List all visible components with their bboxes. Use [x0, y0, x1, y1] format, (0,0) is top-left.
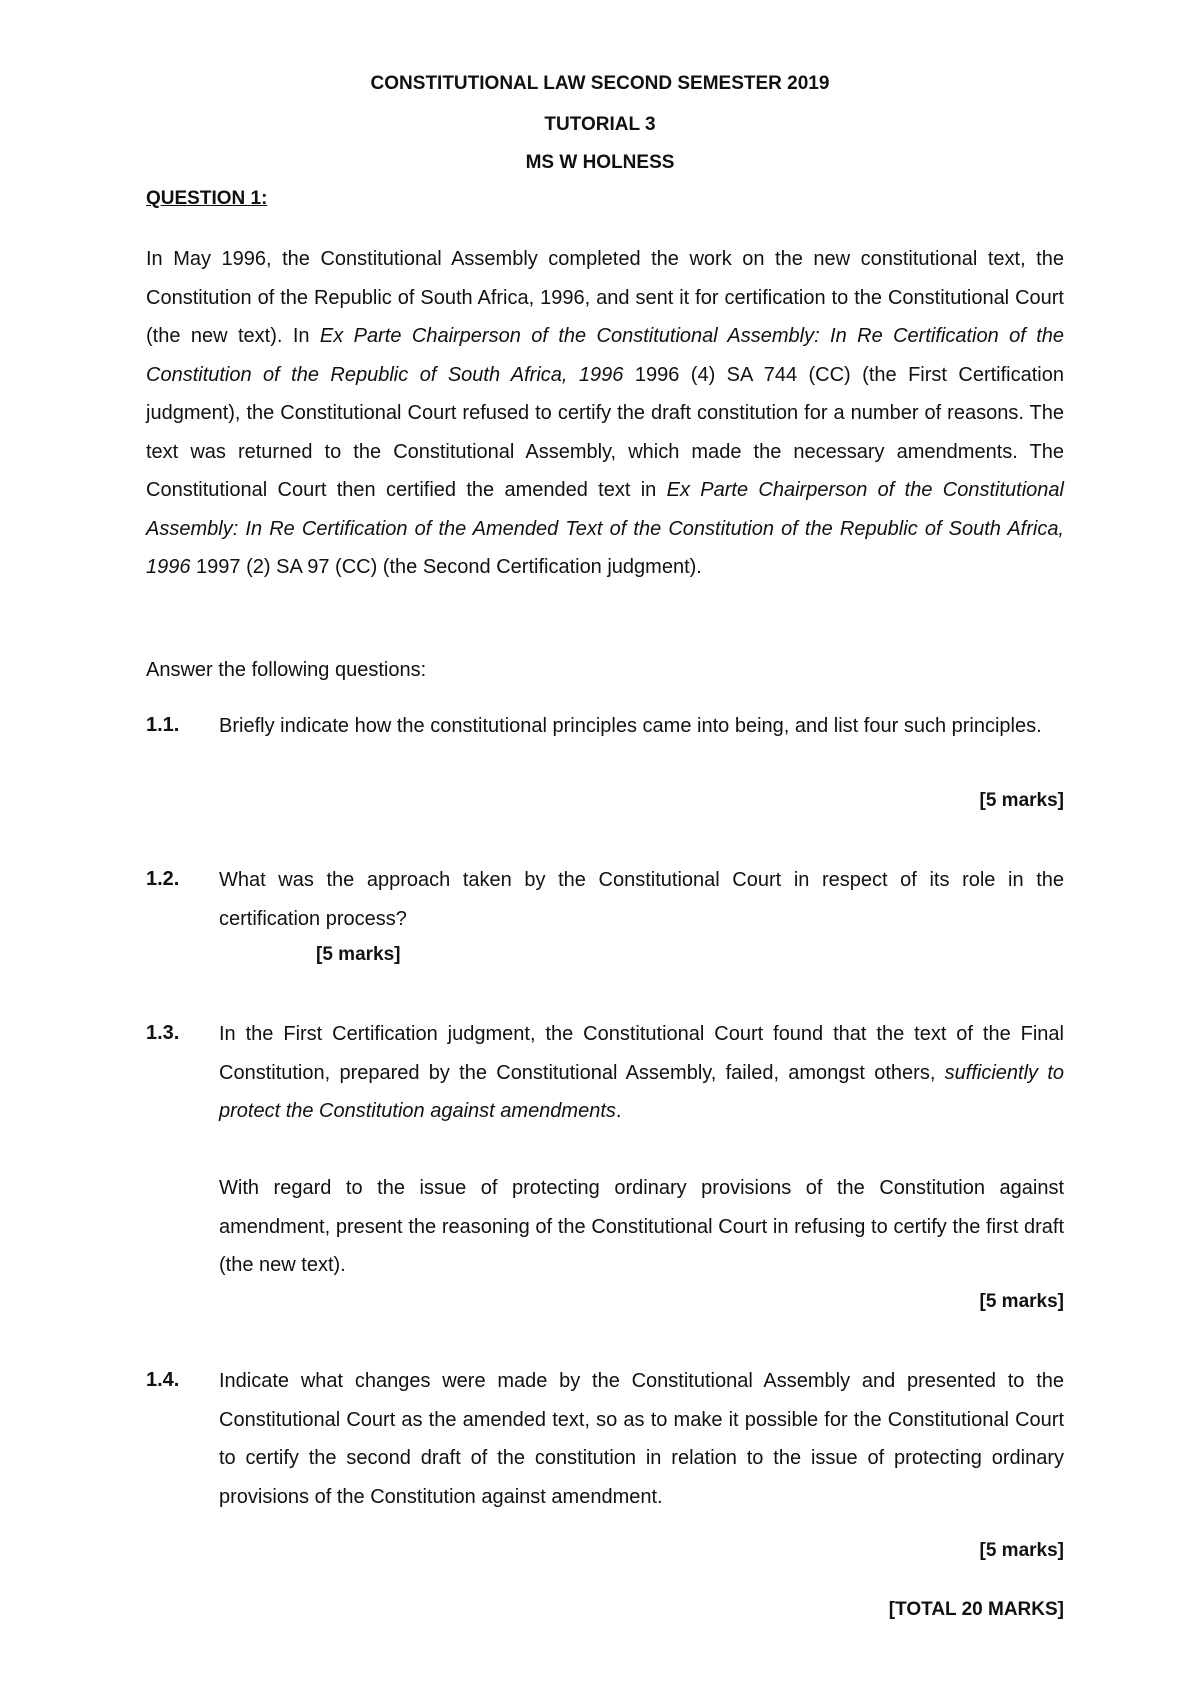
- question-1-3-marks: [5 marks]: [979, 1291, 1064, 1312]
- question-1-1-text: Briefly indicate how the constitutional principles came into being, and list four such principles.: [219, 715, 1042, 737]
- question-1-3-emphasis: sufficiently to protect the Constitution against amendments: [219, 1061, 1064, 1122]
- case-citation-2: Ex Parte Chairperson of the Constitutional Assembly: In Re Certification of the Amended Text of the Constitution of the Republic of South Africa, 1996: [146, 479, 1064, 578]
- question-1-2-marks: [5 marks]: [316, 944, 401, 965]
- intro-text-1: In May 1996, the Constitutional Assembly completed the work on the new constitutional text, the Constitution of the Republic of South Africa, 1996, and sent it for certification to the Constitutional Court (the new text). In: [146, 248, 1064, 347]
- question-number-1-2: 1.2.: [146, 868, 180, 890]
- question-1-3-followup: With regard to the issue of protecting ordinary provisions of the Constitution against amendment, present the reasoning of the Constitutional Court in refusing to certify the first draft (the new text).: [219, 1177, 1064, 1276]
- case-citation-1: Ex Parte Chairperson of the Constitutional Assembly: In Re Certification of the Constitution of the Republic of South Africa, 1996: [146, 325, 1064, 386]
- question-number-1-4: 1.4.: [146, 1369, 180, 1391]
- question-1-4-marks: [5 marks]: [979, 1540, 1064, 1561]
- question-1-2-text: What was the approach taken by the Constitutional Court in respect of its role in the certification process?: [219, 869, 1064, 930]
- question-1-4-text: Indicate what changes were made by the Constitutional Assembly and presented to the Constitutional Court as the amended text, so as to make it possible for the Constitutional Court to certify the second draft of the constitution in relation to the issue of protecting ordinary provisions of the Constitution against amendment.: [219, 1370, 1064, 1508]
- question-1-1-marks: [5 marks]: [979, 790, 1064, 811]
- question-1-3-text-part: In the First Certification judgment, the Constitutional Court found that the text of the Final Constitution, prepared by the Constitutional Assembly, failed, amongst others,: [219, 1023, 1064, 1084]
- document-title: CONSTITUTIONAL LAW SECOND SEMESTER 2019: [370, 73, 830, 94]
- intro-paragraph: [146, 240, 1064, 587]
- question-number-1-3: 1.3.: [146, 1022, 180, 1044]
- tutorial-label: TUTORIAL 3: [544, 114, 656, 135]
- question-1-3-text: [219, 1015, 1064, 1131]
- question-1-3-text-end: .: [615, 1100, 622, 1122]
- intro-text-2: 1996 (4) SA 744 (CC) (the First Certification judgment), the Constitutional Court refused to certify the draft constitution for a number of reasons. The text was returned to the Constitutional Assembly, which made the necessary amendments. The Constitutional Court then certified the amended text in: [146, 363, 1064, 501]
- question-number-1-1: 1.1.: [146, 714, 180, 736]
- question-heading: QUESTION 1:: [146, 188, 268, 209]
- lecturer-name: MS W HOLNESS: [525, 152, 675, 173]
- instruction-text: Answer the following questions:: [146, 659, 427, 681]
- total-marks: [TOTAL 20 MARKS]: [888, 1599, 1064, 1620]
- intro-text-3: 1997 (2) SA 97 (CC) (the Second Certification judgment).: [190, 556, 702, 578]
